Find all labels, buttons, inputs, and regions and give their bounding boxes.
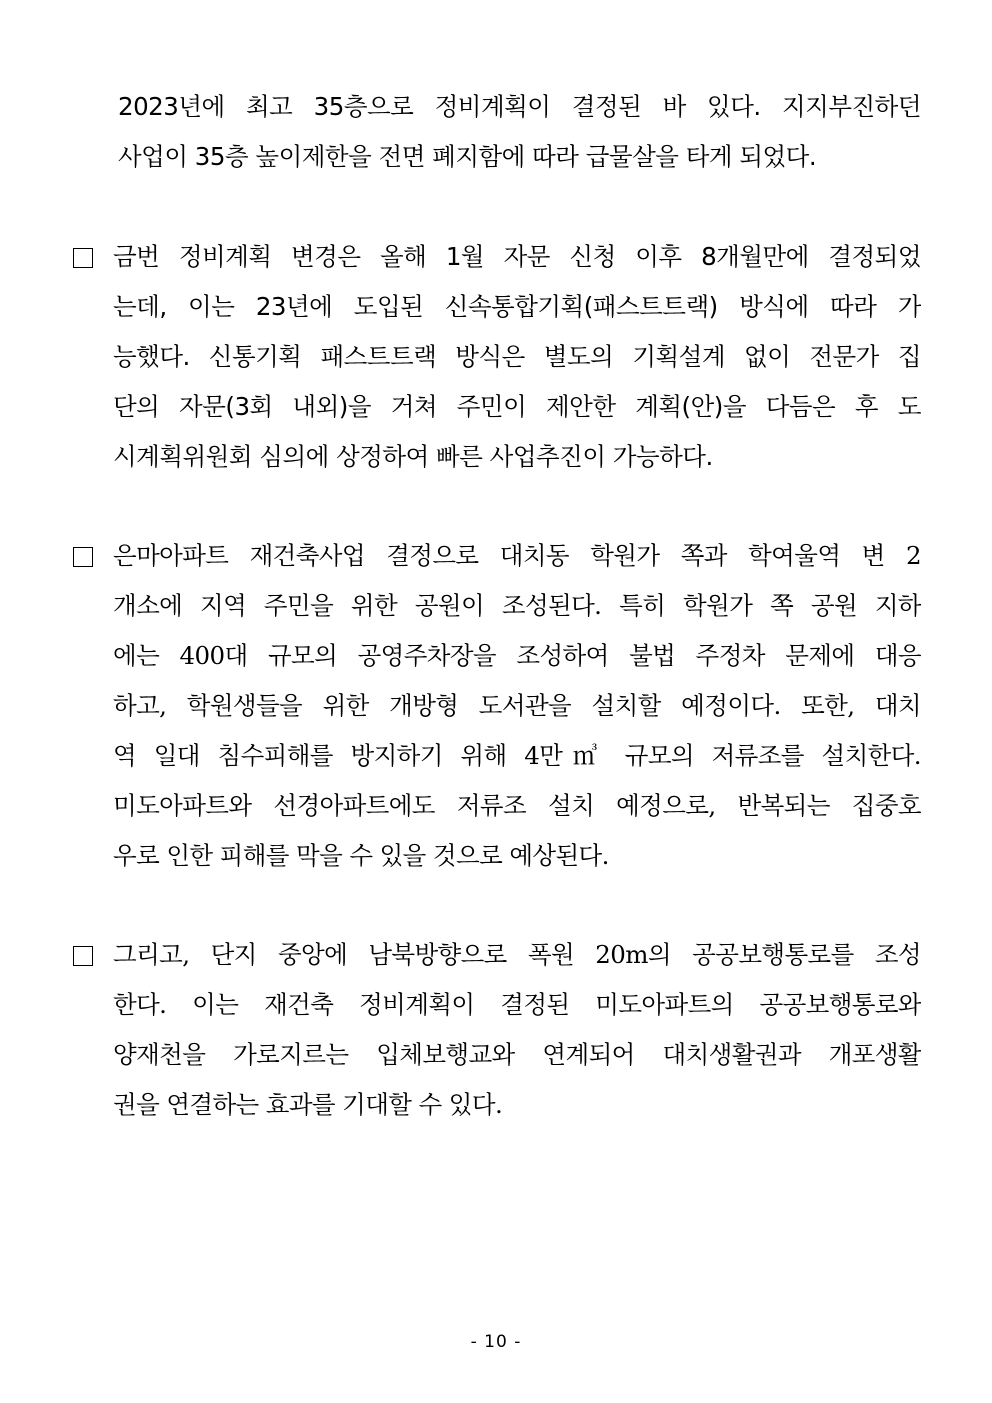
paragraph-line: 시계획위원회 심의에 상정하여 빠른 사업추진이 가능하다. [113, 442, 713, 471]
page-number: - 10 - [470, 1332, 522, 1352]
paragraph-line: 그리고, 단지 중앙에 남북방향으로 폭원 20m의 공공보행통로를 조성 [113, 940, 921, 969]
checkbox-bullet-icon [73, 547, 93, 567]
paragraph-line: 한다. 이는 재건축 정비계획이 결정된 미도아파트의 공공보행통로와 [113, 990, 921, 1019]
paragraph-line: 능했다. 신통기획 패스트트랙 방식은 별도의 기획설계 없이 전문가 집 [113, 342, 921, 371]
paragraph-line: 은마아파트 재건축사업 결정으로 대치동 학원가 쪽과 학여울역 변 2 [113, 541, 921, 570]
paragraph-line: 우로 인한 피해를 막을 수 있을 것으로 예상된다. [113, 841, 609, 870]
paragraph-line: 금번 정비계획 변경은 올해 1월 자문 신청 이후 8개월만에 결정되었 [113, 242, 921, 271]
paragraph-line: 는데, 이는 23년에 도입된 신속통합기획(패스트트랙) 방식에 따라 가 [113, 292, 921, 321]
paragraph-line: 역 일대 침수피해를 방지하기 위해 4만㎥ 규모의 저류조를 설치한다. [113, 741, 921, 770]
intro-line: 사업이 35층 높이제한을 전면 폐지함에 따라 급물살을 타게 되었다. [118, 142, 817, 171]
paragraph-line: 단의 자문(3회 내외)을 거쳐 주민이 제안한 계획(안)을 다듬은 후 도 [113, 392, 921, 421]
paragraph-line: 개소에 지역 주민을 위한 공원이 조성된다. 특히 학원가 쪽 공원 지하 [113, 591, 921, 620]
checkbox-bullet-icon [73, 248, 93, 268]
paragraph-line: 양재천을 가로지르는 입체보행교와 연계되어 대치생활권과 개포생활 [113, 1040, 921, 1069]
intro-line: 2023년에 최고 35층으로 정비계획이 결정된 바 있다. 지지부진하던 [118, 92, 921, 121]
paragraph-line: 권을 연결하는 효과를 기대할 수 있다. [113, 1090, 503, 1119]
paragraph-line: 에는 400대 규모의 공영주차장을 조성하여 불법 주정차 문제에 대응 [113, 641, 921, 670]
paragraph-line: 하고, 학원생들을 위한 개방형 도서관을 설치할 예정이다. 또한, 대치 [113, 691, 921, 720]
paragraph-line: 미도아파트와 선경아파트에도 저류조 설치 예정으로, 반복되는 집중호 [113, 791, 921, 820]
checkbox-bullet-icon [73, 946, 93, 966]
